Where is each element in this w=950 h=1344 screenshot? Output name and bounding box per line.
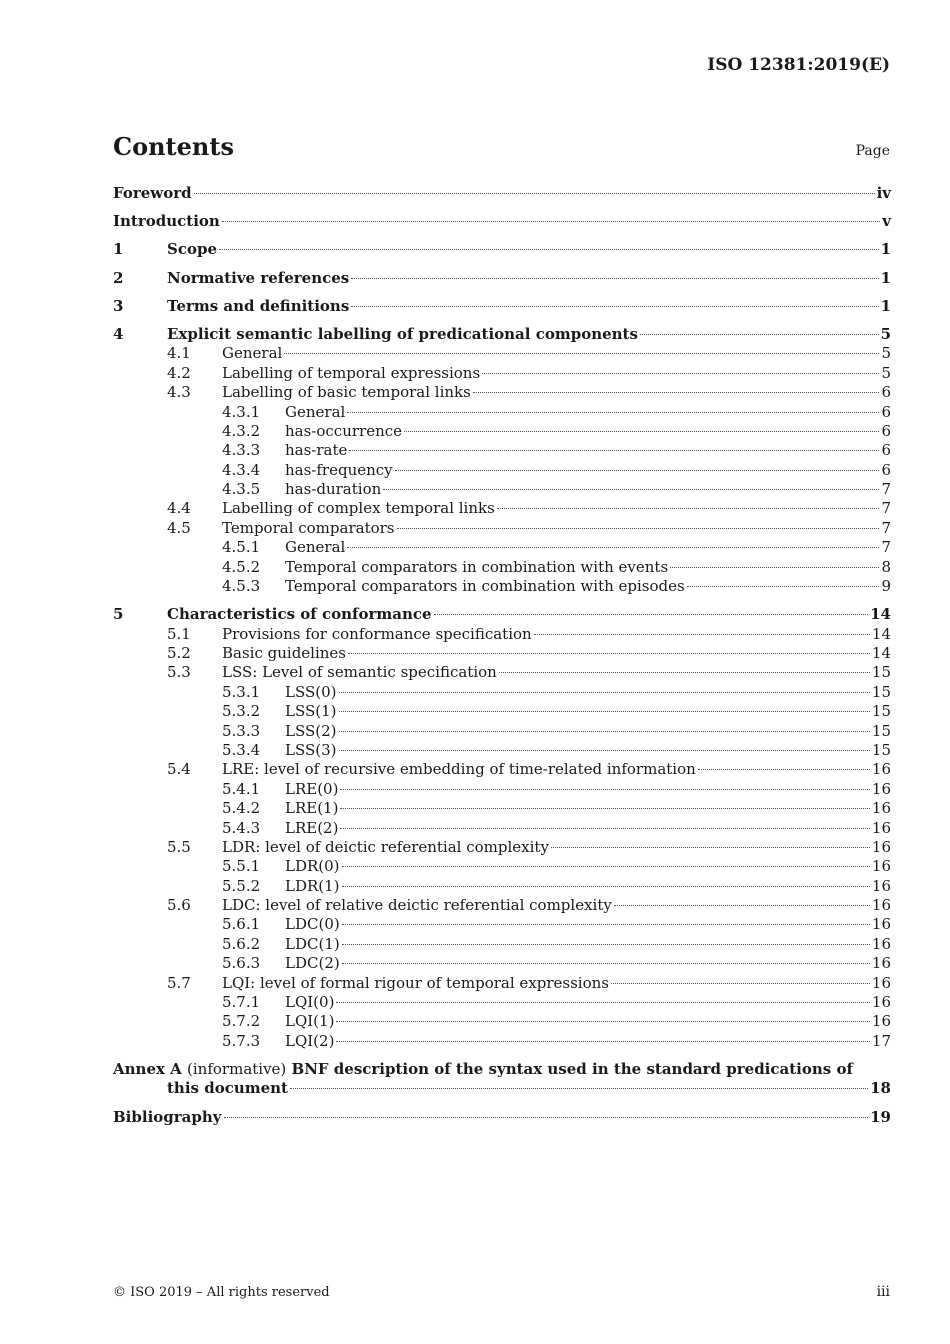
dot-leader [404, 431, 879, 432]
dot-leader [640, 334, 879, 335]
dot-leader [698, 769, 870, 770]
toc-entry-title: Introduction [113, 212, 220, 231]
dot-leader [473, 392, 880, 393]
toc-entry-title: General [285, 538, 346, 557]
toc-entry-number: 5.1 [167, 624, 191, 643]
toc-entry-5-3-2[interactable] [113, 702, 891, 721]
toc-entry-page: 15 [871, 740, 891, 759]
toc-entry-foreword[interactable] [113, 184, 891, 203]
dot-leader [351, 278, 878, 279]
dot-leader [397, 528, 880, 529]
toc-entry-2[interactable] [113, 269, 891, 288]
toc-entry-1[interactable] [113, 240, 891, 259]
toc-entry-page: 16 [871, 973, 891, 992]
annex-title-line1: BNF description of the syntax used in the standard predications of [291, 1059, 853, 1078]
toc-entry-5-7-2[interactable] [113, 1012, 891, 1031]
toc-entry-page: 15 [871, 702, 891, 721]
toc-entry-5-3-1[interactable] [113, 683, 891, 702]
toc-entry-title: Labelling of basic temporal links [222, 383, 471, 402]
toc-entry-4-2[interactable] [113, 364, 891, 383]
toc-entry-title: has-occurrence [285, 421, 403, 440]
toc-entry-number: 3 [113, 296, 124, 315]
toc-entry-title: LRE(1) [285, 799, 339, 818]
toc-entry-page: 14 [870, 605, 891, 624]
toc-entry-title: LSS(2) [285, 721, 337, 740]
toc-entry-number: 2 [113, 268, 124, 287]
toc-entry-title: LQI(1) [285, 1012, 335, 1031]
dot-leader [342, 886, 870, 887]
toc-entry-page: 16 [871, 954, 891, 973]
toc-entry-4-3-4[interactable] [113, 461, 891, 480]
toc-entry-title: Temporal comparators in combination with events [285, 557, 669, 576]
toc-entry-page: 16 [871, 857, 891, 876]
toc-entry-page: 15 [871, 721, 891, 740]
toc-entry-4[interactable] [113, 325, 891, 344]
toc-entry-page: 14 [871, 643, 891, 662]
toc-entry-title: LQI(2) [285, 1031, 335, 1050]
toc-entry-number: 5.6.1 [222, 915, 261, 934]
dot-leader [383, 489, 879, 490]
toc-entry-page: 19 [870, 1107, 891, 1126]
toc-entry-title: Normative references [167, 268, 350, 287]
dot-leader [499, 672, 870, 673]
toc-entry-page: 15 [871, 682, 891, 701]
dot-leader [611, 983, 870, 984]
toc-entry-4-3[interactable] [113, 383, 891, 402]
toc-entry-title: LRE(2) [285, 818, 339, 837]
toc-entry-5-7-3[interactable] [113, 1032, 891, 1051]
toc-entry-title: LRE: level of recursive embedding of time-related information [222, 760, 696, 779]
dot-leader [340, 828, 869, 829]
toc-entry-number: 4.1 [167, 344, 191, 363]
toc-entry-number: 4.5.1 [222, 538, 261, 557]
dot-leader [482, 373, 879, 374]
toc-entry-5-4[interactable] [113, 760, 891, 779]
dot-leader [339, 692, 870, 693]
toc-entry-number: 4.3.1 [222, 402, 261, 421]
toc-entry-title: Explicit semantic labelling of predicational components [167, 324, 638, 343]
toc-entry-title: Temporal comparators in combination with episodes [285, 577, 685, 596]
dot-leader [434, 614, 869, 615]
toc-entry-number: 5.6.2 [222, 934, 261, 953]
toc-entry-5-5-1[interactable] [113, 857, 891, 876]
toc-entry-number: 5.3.3 [222, 721, 261, 740]
table-of-contents [113, 184, 891, 1127]
toc-entry-5-6[interactable] [113, 896, 891, 915]
copyright-notice: © ISO 2019 – All rights reserved [113, 1285, 330, 1300]
toc-entry-page: 6 [881, 441, 891, 460]
toc-entry-page: v [882, 212, 891, 231]
toc-entry-3[interactable] [113, 297, 891, 316]
toc-entry-title: Terms and definitions [167, 296, 350, 315]
toc-entry-title: LSS(3) [285, 740, 337, 759]
dot-leader [340, 789, 869, 790]
toc-entry-title: Scope [167, 240, 218, 259]
toc-entry-page: 6 [881, 402, 891, 421]
toc-entry-5-1[interactable] [113, 625, 891, 644]
toc-entry-4-3-2[interactable] [113, 422, 891, 441]
toc-entry-title: Basic guidelines [222, 643, 346, 662]
toc-entry-number: 5.7 [167, 973, 191, 992]
toc-entry-title: LDR: level of deictic referential complexity [222, 837, 549, 856]
dot-leader [336, 1021, 869, 1022]
toc-entry-number: 5.6.3 [222, 954, 261, 973]
toc-entry-5-3[interactable] [113, 663, 891, 682]
toc-entry-title: LSS: Level of semantic specification [222, 663, 497, 682]
dot-leader [347, 412, 879, 413]
dot-leader [222, 221, 880, 222]
toc-entry-number: 4 [113, 324, 124, 343]
toc-entry-page: 6 [881, 460, 891, 479]
dot-leader [194, 193, 875, 194]
toc-entry-page: 16 [871, 993, 891, 1012]
toc-entry-5-4-3[interactable] [113, 819, 891, 838]
toc-entry-title: Temporal comparators [222, 518, 395, 537]
toc-entry-page: 16 [871, 934, 891, 953]
dot-leader [219, 249, 879, 250]
toc-entry-page: 16 [871, 760, 891, 779]
toc-entry-number: 5 [113, 605, 124, 624]
toc-entry-title: Labelling of temporal expressions [222, 363, 481, 382]
contents-title: Contents [113, 132, 234, 161]
toc-entry-number: 4.3.3 [222, 441, 261, 460]
toc-entry-number: 1 [113, 240, 124, 259]
clause-list [113, 240, 891, 1051]
toc-entry-number: 5.5.1 [222, 857, 261, 876]
toc-entry-number: 4.3 [167, 383, 191, 402]
toc-entry-5-4-2[interactable] [113, 799, 891, 818]
toc-entry-4-5-2[interactable] [113, 558, 891, 577]
dot-leader [290, 1088, 868, 1089]
dot-leader [336, 1041, 869, 1042]
document-id: ISO 12381:2019(E) [707, 55, 890, 75]
toc-entry-title: LSS(1) [285, 702, 337, 721]
dot-leader [349, 450, 879, 451]
toc-entry-page: 16 [871, 896, 891, 915]
toc-entry-title: General [285, 402, 346, 421]
toc-entry-page: 6 [881, 421, 891, 440]
toc-entry-number: 5.3.4 [222, 740, 261, 759]
toc-entry-number: 4.3.4 [222, 460, 261, 479]
dot-leader [342, 924, 870, 925]
toc-entry-4-3-3[interactable] [113, 441, 891, 460]
page-column-label: Page [855, 143, 890, 159]
toc-entry-page: 9 [881, 577, 891, 596]
toc-entry-number: 5.2 [167, 643, 191, 662]
dot-leader [497, 508, 880, 509]
toc-entry-page: 16 [871, 799, 891, 818]
toc-entry-page: 5 [881, 344, 891, 363]
toc-entry-5-2[interactable] [113, 644, 891, 663]
dot-leader [670, 567, 879, 568]
toc-entry-4-1[interactable] [113, 344, 891, 363]
toc-entry-number: 5.5.2 [222, 876, 261, 895]
toc-entry-page: 5 [880, 324, 891, 343]
toc-entry-title: LQI: level of formal rigour of temporal expressions [222, 973, 609, 992]
page-number: iii [876, 1284, 890, 1300]
toc-entry-4-4[interactable] [113, 499, 891, 518]
toc-entry-title: has-frequency [285, 460, 393, 479]
toc-entry-title: LRE(0) [285, 779, 339, 798]
dot-leader [687, 586, 880, 587]
toc-entry-5-3-3[interactable] [113, 722, 891, 741]
toc-entry-5[interactable] [113, 605, 891, 624]
toc-entry-page: 1 [880, 268, 891, 287]
dot-leader [339, 750, 870, 751]
dot-leader [336, 1002, 869, 1003]
dot-leader [342, 866, 870, 867]
toc-entry-number: 5.4.1 [222, 779, 261, 798]
toc-entry-page: iv [876, 184, 891, 202]
toc-entry-bibliography[interactable] [113, 1108, 891, 1127]
toc-entry-page: 16 [871, 915, 891, 934]
toc-entry-5-7[interactable] [113, 974, 891, 993]
dot-leader [348, 653, 870, 654]
toc-entry-number: 5.3.1 [222, 682, 261, 701]
dot-leader [395, 470, 880, 471]
toc-entry-title: LSS(0) [285, 682, 337, 701]
dot-leader [534, 634, 870, 635]
dot-leader [224, 1117, 869, 1118]
toc-entry-title: LDR(0) [285, 857, 340, 876]
dot-leader [340, 808, 869, 809]
toc-entry-number: 5.3 [167, 663, 191, 682]
annex-type: (informative) [187, 1059, 287, 1078]
dot-leader [614, 905, 870, 906]
toc-entry-title: LQI(0) [285, 993, 335, 1012]
toc-entry-number: 5.4.2 [222, 799, 261, 818]
toc-entry-page: 16 [871, 818, 891, 837]
toc-entry-number: 4.5.3 [222, 577, 261, 596]
dot-leader [347, 547, 879, 548]
toc-entry-page: 7 [881, 499, 891, 518]
toc-entry-5-6-1[interactable] [113, 915, 891, 934]
dot-leader [339, 711, 870, 712]
toc-entry-title: General [222, 344, 283, 363]
toc-entry-number: 4.5 [167, 518, 191, 537]
toc-entry-title: Bibliography [113, 1107, 222, 1126]
toc-entry-number: 5.7.2 [222, 1012, 261, 1031]
toc-entry-page: 5 [881, 363, 891, 382]
toc-entry-number: 5.4.3 [222, 818, 261, 837]
toc-entry-5-7-1[interactable] [113, 993, 891, 1012]
toc-entry-page: 7 [881, 480, 891, 499]
dot-leader [339, 731, 870, 732]
toc-entry-5-5-2[interactable] [113, 877, 891, 896]
toc-entry-number: 5.7.3 [222, 1031, 261, 1050]
toc-entry-page: 16 [871, 779, 891, 798]
toc-entry-number: 4.4 [167, 499, 191, 518]
toc-entry-page: 15 [871, 663, 891, 682]
toc-entry-5-3-4[interactable] [113, 741, 891, 760]
dot-leader [342, 963, 870, 964]
toc-entry-introduction[interactable] [113, 212, 891, 231]
toc-entry-page: 16 [871, 876, 891, 895]
toc-entry-number: 5.3.2 [222, 702, 261, 721]
toc-entry-page: 16 [871, 1012, 891, 1031]
toc-entry-title: LDC(1) [285, 934, 340, 953]
toc-entry-page: 6 [881, 383, 891, 402]
toc-entry-title: Characteristics of conformance [167, 605, 432, 624]
annex-label: Annex A [113, 1059, 182, 1078]
dot-leader [342, 944, 870, 945]
toc-entry-title: has-duration [285, 480, 382, 499]
dot-leader [351, 306, 878, 307]
toc-entry-5-6-3[interactable] [113, 954, 891, 973]
toc-entry-number: 5.5 [167, 837, 191, 856]
toc-entry-title: LDC(0) [285, 915, 340, 934]
toc-entry-title: Labelling of complex temporal links [222, 499, 495, 518]
toc-entry-page: 16 [871, 837, 891, 856]
toc-entry-4-5-3[interactable] [113, 577, 891, 596]
annex-title-line2: this document [167, 1079, 288, 1098]
toc-entry-title: Provisions for conformance specification [222, 624, 532, 643]
toc-entry-4-3-5[interactable] [113, 480, 891, 499]
toc-entry-page: 17 [871, 1031, 891, 1050]
toc-entry-title: LDR(1) [285, 876, 340, 895]
toc-entry-number: 5.7.1 [222, 993, 261, 1012]
toc-entry-5-5[interactable] [113, 838, 891, 857]
toc-entry-title: LDC(2) [285, 954, 340, 973]
toc-entry-5-4-1[interactable] [113, 780, 891, 799]
toc-entry-page: 18 [870, 1079, 891, 1098]
toc-entry-number: 5.4 [167, 760, 191, 779]
toc-entry-page: 8 [881, 557, 891, 576]
toc-entry-page: 7 [881, 518, 891, 537]
toc-entry-number: 4.2 [167, 363, 191, 382]
toc-entry-4-5-1[interactable] [113, 538, 891, 557]
toc-entry-4-3-1[interactable] [113, 403, 891, 422]
dot-leader [551, 847, 870, 848]
toc-entry-page: 1 [880, 240, 891, 259]
toc-entry-annex-a-continued[interactable] [113, 1079, 891, 1098]
dot-leader [284, 353, 879, 354]
toc-entry-number: 4.5.2 [222, 557, 261, 576]
toc-entry-page: 7 [881, 538, 891, 557]
toc-entry-number: 4.3.2 [222, 421, 261, 440]
toc-entry-number: 4.3.5 [222, 480, 261, 499]
toc-entry-title: Foreword [113, 184, 192, 202]
toc-entry-title: has-rate [285, 441, 348, 460]
toc-entry-annex-a[interactable] [113, 1060, 891, 1079]
toc-entry-5-6-2[interactable] [113, 935, 891, 954]
toc-entry-number: 5.6 [167, 896, 191, 915]
toc-entry-page: 1 [880, 296, 891, 315]
toc-entry-title: LDC: level of relative deictic referential complexity [222, 896, 612, 915]
toc-entry-page: 14 [871, 624, 891, 643]
toc-entry-4-5[interactable] [113, 519, 891, 538]
